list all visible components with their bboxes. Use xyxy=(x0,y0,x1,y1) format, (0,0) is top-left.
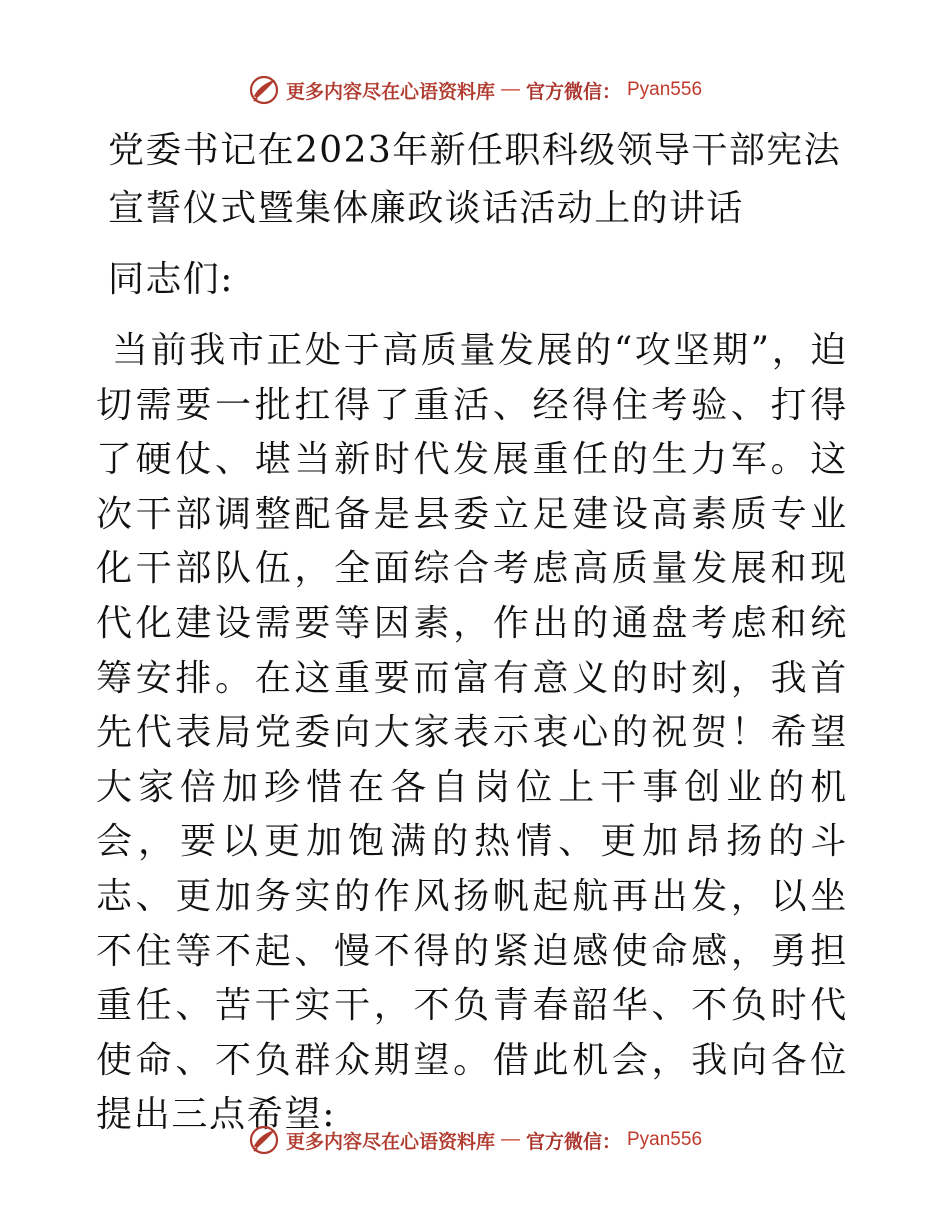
pen-logo-icon xyxy=(248,1124,280,1156)
header-dash: — xyxy=(500,79,520,100)
document-title: 党委书记在2023年新任职科级领导干部宪法宣誓仪式暨集体廉政谈话活动上的讲话 xyxy=(108,130,842,229)
header-wechat-label: 官方微信： xyxy=(525,80,621,103)
pen-logo-icon xyxy=(248,74,280,106)
footer-dash: — xyxy=(500,1129,520,1150)
header-wechat-account: Pyan556 xyxy=(627,79,703,100)
footer-wechat-label: 官方微信： xyxy=(525,1130,621,1153)
header-banner xyxy=(0,70,950,110)
body-paragraph: 当前我市正处于高质量发展的“攻坚期”，迫切需要一批扛得了重活、经得住考验、打得了硬仗、堪当新时代发展重任的生力军。这次干部调整配备是县委立足建设高素质专业化干部队伍，全面综合考虑高质量发展和现代化建设需要等因素，作出的通盘考虑和统筹安排。在这重要而富有意义的时刻，我首先代表局党委向大家表示衷心的祝贺！希望大家倍加珍惜在各自岗位上干事创业的机会，要以更加饱满的热情、更加昂扬的斗志、更加务实的作风扬帆起航再出发，以坐不住等不起、慢不得的紧迫感使命感，勇担重任、苦干实干，不负青春韶华、不负时代使命、不负群众期望。借此机会，我向各位提出三点希望: xyxy=(96,330,848,1136)
footer-wechat-account: Pyan556 xyxy=(627,1129,703,1150)
footer-slogan: 更多内容尽在心语资料库 xyxy=(285,1130,495,1153)
salutation: 同志们: xyxy=(108,259,234,300)
footer-banner xyxy=(0,1120,950,1160)
header-slogan: 更多内容尽在心语资料库 xyxy=(285,80,495,103)
